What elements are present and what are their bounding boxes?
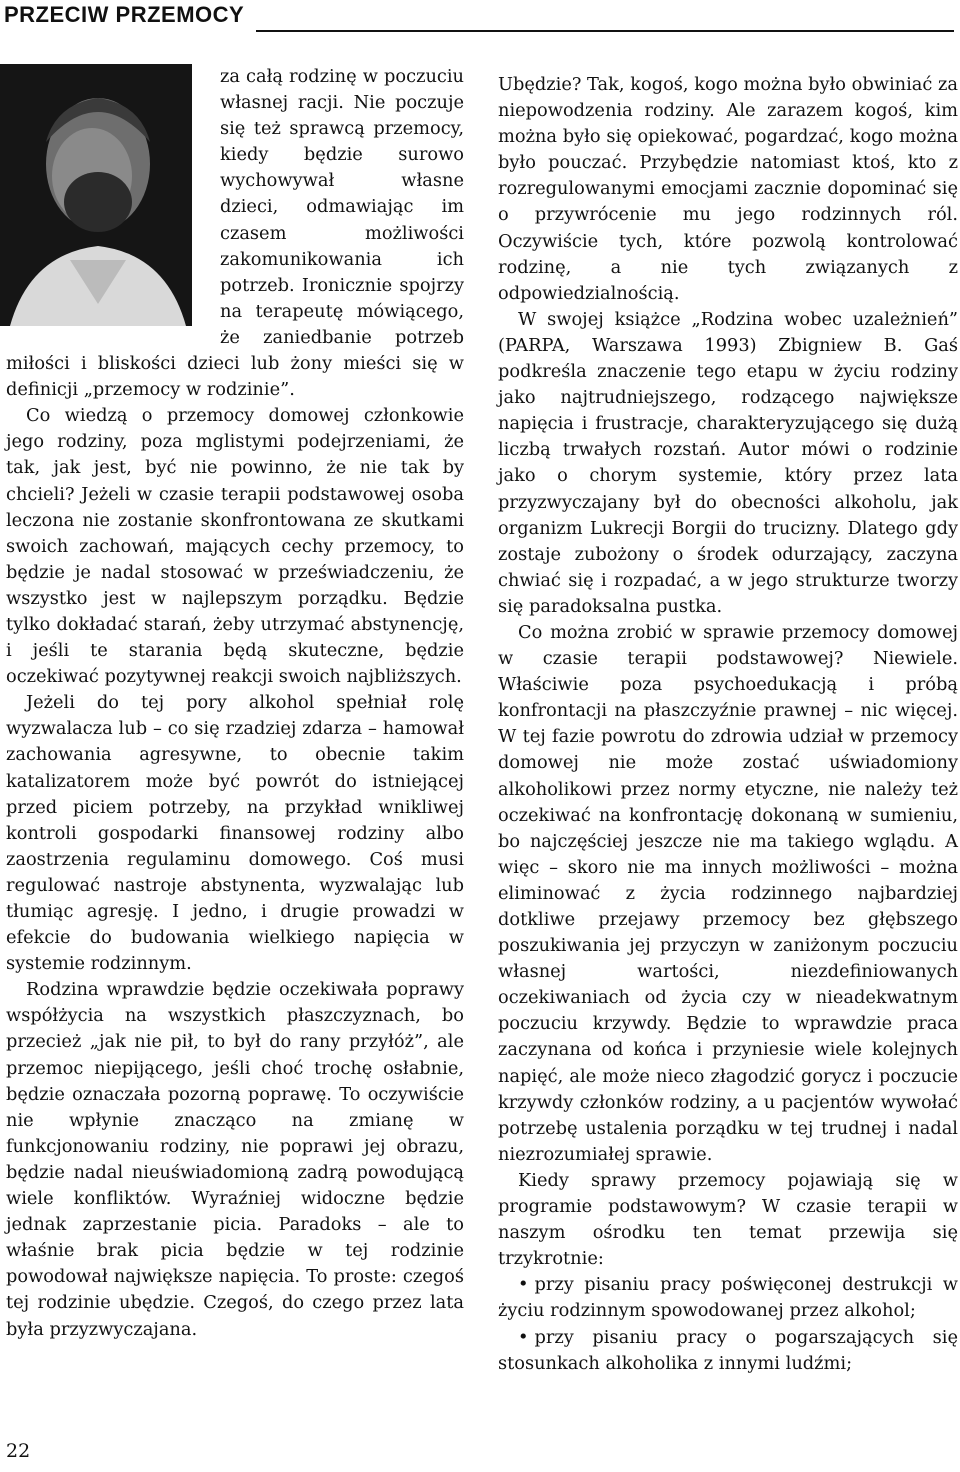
bullet-text: przy pisaniu pracy o pogarszających się stosunkach alkoholika z innymi ludźmi; [498,1326,958,1374]
paragraph: Ubędzie? Tak, kogoś, kogo można było obwiniać za niepowodzenia rodziny. Ale zarazem kogoś, kim można było się opiekować, pogardzać, kogo można było pouczać. Przybędzie natomiast ktoś, kto z rozregulowanymi emocjami zacznie dopominać się o przywrócenie mu jego rodzinnych ról. Oczywiście tych, które pozwolą kontrolować rodzinę, a nie tych związanych z odpowiedzialnością. [498,74,958,304]
bullet-icon: • [518,1274,529,1296]
paragraph: W swojej książce „Rodzina wobec uzależnień” (PARPA, Warszawa 1993) Zbigniew B. Gaś podkreśla znaczenie tego etapu w życiu rodziny jako najtrudniejszego, rodzącego największe napięcia i frustracje, charakteryzującego się dużą liczbą trwałych rozstań. Autor mówi o rodzinie jako o chorym systemie, który przez lata przyzwyczajany był do obecności alkoholu, jak organizm Lukrecji Borgii do trucizny. Dlatego gdy zostaje zubożony o środek odurzający, zaczyna chwiać się i rozpadać, a w jego strukturze tworzy się paradoksalna pustka. [498,308,958,617]
portrait-icon [0,64,192,326]
bullet-text: przy pisaniu pracy poświęconej destrukcji w życiu rodzinnym spowodowanej przez alkohol; [498,1274,958,1322]
paragraph: Jeżeli do tej pory alkohol spełniał rolę wyzwalacza lub – co się rzadziej zdarza – hamował zachowania agresywne, to obecnie takim katalizatorem może być powrót do istniejącej przed piciem potrzeby, na przykład wnikliwej kontroli gospodarki finansowej rodziny albo zaostrzenia regulaminu domowego. Coś musi regulować nastroje abstynenta, wyzwalając lub tłumiąc agresję. I jedno, i drugie prowadzi w efekcie do budowania wielkiego napięcia w systemie rodzinnym. [6,692,464,975]
paragraph: Kiedy sprawy przemocy pojawiają się w programie podstawowym? W czasie terapii w naszym ośrodku ten temat przewija się trzykrotnie: [498,1169,958,1270]
left-column [6,64,464,1343]
page-number: 22 [6,1440,31,1462]
right-column [498,72,958,1377]
bullet-icon: • [518,1326,529,1348]
paragraph: Co można zrobić w sprawie przemocy domowej w czasie terapii podstawowej? Niewiele. Właściwie poza psychoedukacją i próbą konfrontacji na płaszczyźnie prawnej – nic więcej. W tej fazie powrotu do zdrowia udział w przemocy domowej nie może zostać uświadomiony alkoholikowi przez normy etyczne, nie należy też oczekiwać na konfrontację dokonaną w sumieniu, bo najczęściej jeszcze nie ma takiego wglądu. A więc – skoro nie ma innych możliwości – można eliminować z życia rodzinnego najbardziej dotkliwe przejawy przemocy bez głębszego poszukiwania jej przyczyn w zaniżonym poczuciu własnej wartości, niezdefiniowanych oczekiwaniach od życia czy w nieadekwatnym poczuciu krzywdy. Będzie to wprawdzie praca zaczynana od końca i przyniesie wiele kolejnych napięć, ale może nieco złagodzić gorycz i poczucie krzywdy członków rodziny, a u pacjentów wywołać potrzebę ustalenia porządku w tej trudnej i nadal niezrozumiałej sprawie. [498,621,958,1165]
portrait-photo [0,64,192,326]
paragraph: Rodzina wprawdzie będzie oczekiwała poprawy współżycia na wszystkich płaszczyznach, bo przecież „jak nie pił, to był do rany przyłóż”, ale przemoc niepijącego, jeśli choć trochę osłabnie, będzie oznaczała pozorną poprawę. To oczywiście nie wpłynie znacząco na zmianę w funkcjonowaniu rodziny, nie poprawi jej obrazu, będzie nadal nieuświadomioną zadrą powodującą wiele konfliktów. Wyraźniej widoczne będzie jednak zaprzestanie picia. Paradoks – ale to właśnie brak picia będzie w tej rodzinie powodował największe napięcia. To proste: czegoś tej rodzinie ubędzie. Czegoś, do czego przez lata była przyzwyczajana. [6,979,464,1340]
paragraph: za całą rodzinę w poczuciu własnej racji. Nie poczuje się też sprawcą przemocy, kiedy będzie surowo wychowywał własne dzieci, odmawiając im czasem możliwości zakomunikowania ich potrzeb. Ironicznie spojrzy na terapeutę mówiącego, że zaniedbanie potrzeb miłości i bliskości dzieci lub żony mieści się w definicji „przemocy w rodzinie”. [6,66,464,401]
bullet-item [498,1325,958,1377]
paragraph: Co wiedzą o przemocy domowej członkowie jego rodziny, poza mglistymi podejrzeniami, że tak, jak jest, być nie powinno, że nie tak by chcieli? Jeżeli w czasie terapii podstawowej osoba leczona nie zostanie skonfrontowana ze skutkami swoich zachowań, mających cechy przemocy, to będzie je nadal stosować w przeświadczeniu, że wszystko jest w najlepszym porządku. Będzie tylko dokładać starań, żeby utrzymać abstynencję, i jeśli te starania będą skuteczne, będzie oczekiwać pozytywnej reakcji swoich najbliższych. [6,405,464,688]
header-rule [256,30,954,32]
section-header: PRZECIW PRZEMOCY [4,2,245,27]
bullet-item [498,1272,958,1324]
